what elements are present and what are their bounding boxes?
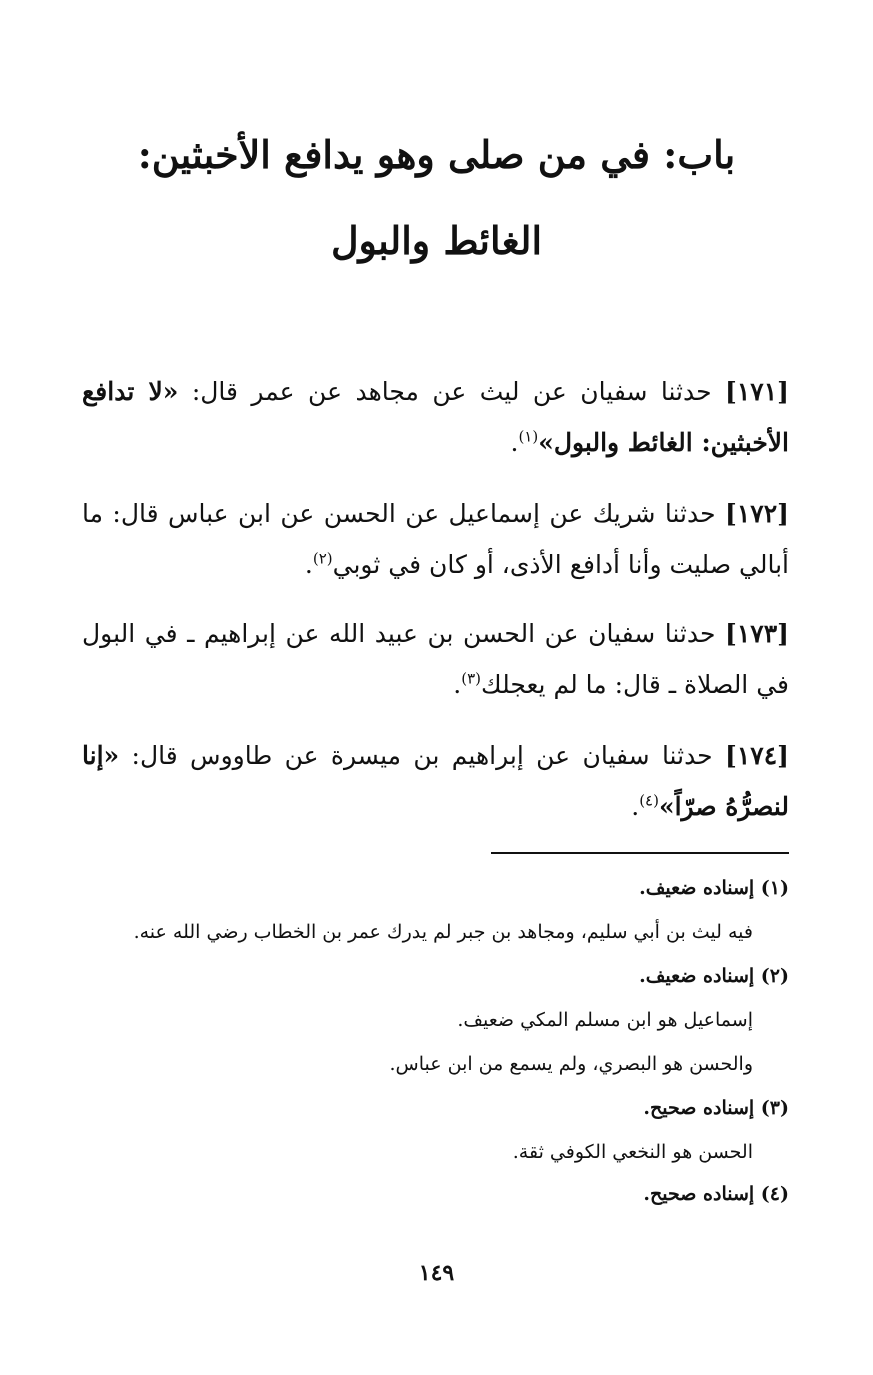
footnote-3-detail: الحسن هو النخعي الكوفي ثقة. <box>512 1141 753 1163</box>
footnote-ref: (٣) <box>461 669 482 688</box>
footnote-3-grade: (٣) إسناده صحيح. <box>643 1097 789 1119</box>
footnote-ref: (١) <box>518 427 539 446</box>
footnote-ref: (٤) <box>639 791 659 810</box>
hadith-end: . <box>304 550 313 579</box>
chapter-title-line-2: الغائط والبول <box>330 218 543 263</box>
hadith-number: [١٧٣] <box>725 619 789 648</box>
hadith-end: . <box>510 428 519 457</box>
page-number: ١٤٩ <box>418 1260 455 1286</box>
hadith-text: حدثنا سفيان عن إبراهيم بن ميسرة عن طاووس قال: <box>119 741 726 770</box>
hadith-end: . <box>453 670 462 699</box>
hadith-text: حدثنا شريك عن إسماعيل عن الحسن عن ابن عباس قال: ما أبالي صليت وأنا أدافع الأذى، أو كان في ثوبي <box>82 499 789 579</box>
footnote-2-grade: (٢) إسناده ضعيف. <box>639 965 789 987</box>
hadith-quote: «لا تدافع الأخبثين: الغائط والبول» <box>82 377 789 457</box>
footnote-2-detail-1: إسماعيل هو ابن مسلم المكي ضعيف. <box>457 1009 753 1031</box>
hadith-number: [١٧٤] <box>725 741 789 770</box>
hadith-173 <box>82 608 789 710</box>
footnote-divider <box>491 852 789 854</box>
hadith-174 <box>82 730 789 832</box>
hadith-172 <box>82 488 789 590</box>
hadith-text: حدثنا سفيان عن ليث عن مجاهد عن عمر قال: <box>178 377 726 406</box>
hadith-171 <box>82 366 789 468</box>
footnote-1-grade: (١) إسناده ضعيف. <box>639 877 789 899</box>
hadith-text: حدثنا سفيان عن الحسن بن عبيد الله عن إبراهيم ـ في البول في الصلاة ـ قال: ما لم يعجلك <box>82 619 789 699</box>
hadith-number: [١٧٢] <box>725 499 789 528</box>
chapter-title-line-1: باب: في من صلى وهو يدافع الأخبثين: <box>137 132 736 177</box>
footnote-ref: (٢) <box>312 549 333 568</box>
footnote-4-grade: (٤) إسناده صحيح. <box>643 1183 789 1205</box>
footnote-1-detail: فيه ليث بن أبي سليم، ومجاهد بن جبر لم يدرك عمر بن الخطاب رضي الله عنه. <box>133 921 753 943</box>
footnote-2-detail-2: والحسن هو البصري، ولم يسمع من ابن عباس. <box>389 1053 753 1075</box>
hadith-quote: «إنا لنصرُّهُ صرّاً» <box>82 741 789 821</box>
hadith-number: [١٧١] <box>725 377 789 406</box>
hadith-end: . <box>631 792 640 821</box>
